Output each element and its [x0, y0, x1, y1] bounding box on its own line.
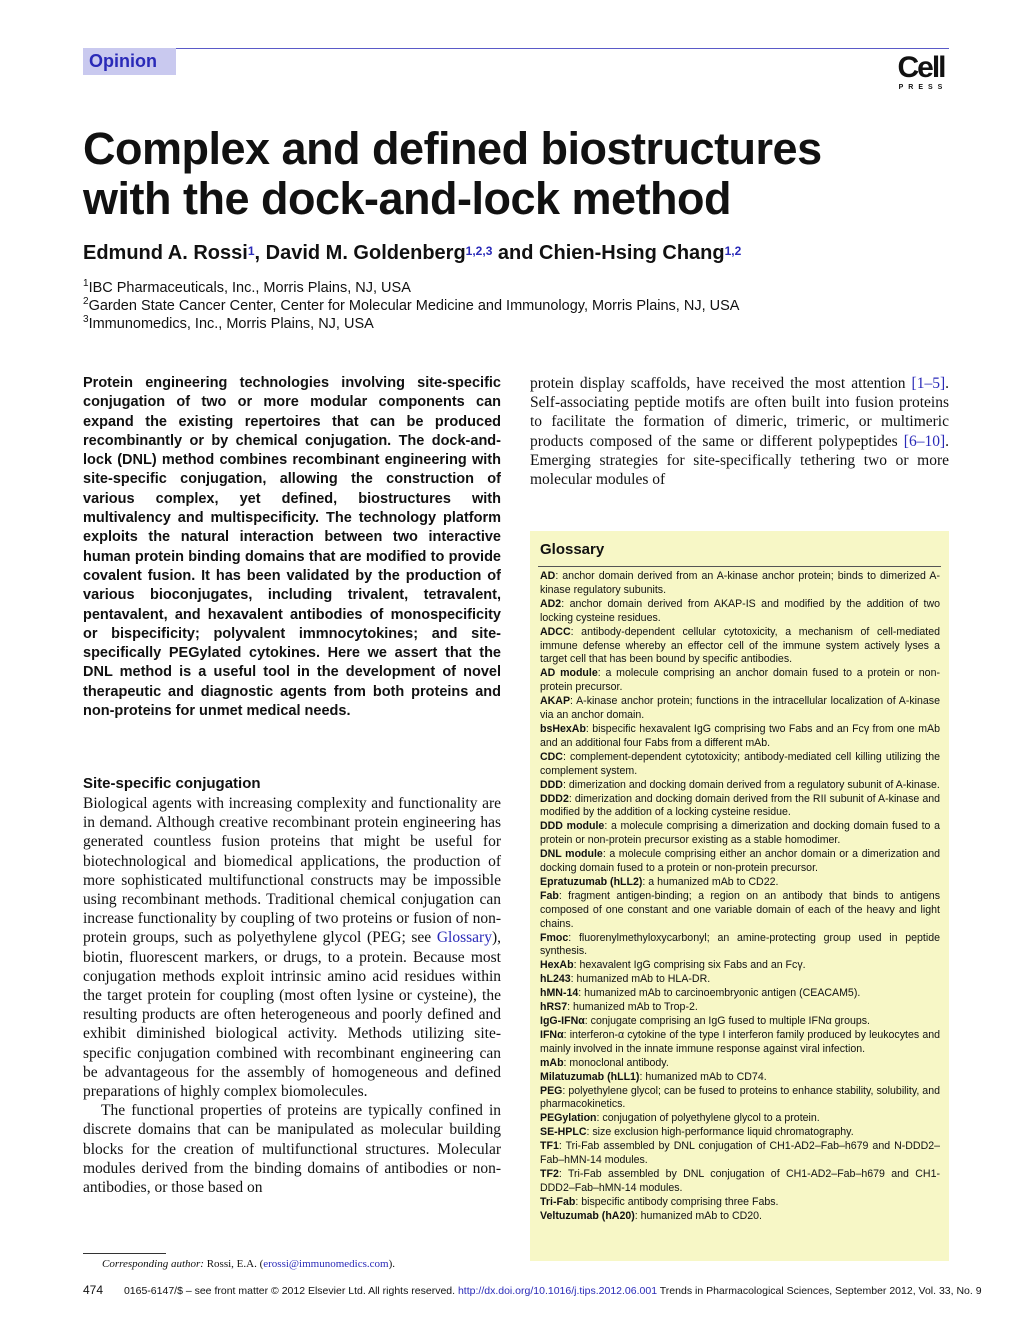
glossary-term: AD module — [540, 667, 598, 680]
glossary-definition: : conjugation of polyethylene glycol to a protein. — [596, 1112, 820, 1125]
glossary-term: IgG-IFNα — [540, 1015, 585, 1027]
glossary-entry — [540, 598, 940, 626]
header-rule — [176, 48, 949, 49]
logo-sub: PRESS — [898, 84, 948, 91]
page-footer — [83, 1283, 982, 1297]
glossary-entry — [540, 723, 940, 751]
reference-link[interactable]: [1–5] — [911, 375, 946, 392]
glossary-definition: : humanized mAb to Trop-2. — [567, 1001, 698, 1014]
glossary-term: DDD — [540, 778, 563, 791]
glossary-definition: : a molecule comprising either an anchor domain or a dimerization and docking domain fused to a protein or non-protein precursor. — [540, 848, 940, 875]
paragraph — [83, 794, 501, 1101]
glossary-entry — [540, 667, 940, 695]
glossary-term: TF1 — [540, 1140, 559, 1153]
glossary-entry — [540, 1126, 940, 1140]
author-separator: and — [492, 242, 540, 264]
affiliation — [83, 297, 739, 315]
glossary-link[interactable]: Glossary — [436, 929, 492, 947]
author-name: Chien-Hsing Chang — [539, 242, 725, 264]
title-line-2: with the dock-and-lock method — [83, 173, 732, 224]
corresponding-author: Corresponding author: Rossi, E.A. (erossi@immunomedics.com). — [102, 1258, 395, 1270]
glossary-term: mAb — [540, 1056, 564, 1069]
footnote-rule — [83, 1253, 166, 1254]
glossary-definition: : bispecific antibody comprising three Fabs. — [575, 1195, 779, 1208]
glossary-definition: : anchor domain derived from an A-kinase anchor protein; binds to dimerized A-kinase regulatory subunits. — [540, 570, 940, 596]
glossary-entry — [540, 890, 940, 932]
glossary-entry — [540, 1112, 940, 1126]
journal-citation: Trends in Pharmacological Sciences, September 2012, Vol. 33, No. 9 — [659, 1285, 982, 1297]
glossary-term: SE-HPLC — [540, 1126, 587, 1139]
text-run: Biological agents with increasing complexity and functionality are in demand. Although creative recombinant protein engineering has generated countless fusion proteins that might be useful for biotechnological and biomedical applications, the production of more sophisticated multifunctional constructs may be impossible using recombinant methods. Traditional chemical conjugation can increase functionality by coupling of two proteins or fusion of non-protein groups, such as polyethylene glycol (PEG; see — [83, 795, 501, 947]
author-affil-ref[interactable]: 1,2 — [724, 244, 742, 258]
glossary-entry — [540, 876, 940, 890]
glossary-entry — [540, 1085, 940, 1113]
glossary-term: CDC — [540, 750, 563, 763]
text-run: . Emerging strategies for site-specifically tethering two or more molecular modules of — [530, 432, 949, 489]
section-label: Opinion — [89, 51, 157, 71]
glossary-definition: : Tri-Fab assembled by DNL conjugation of CH1-AD2–Fab–h679 and N-DDD2–Fab–hMN-14 modules. — [540, 1140, 940, 1167]
glossary-definition: : Tri-Fab assembled by DNL conjugation of CH1-AD2–Fab–h679 and CH1-DDD2–Fab–hMN-14 modules. — [540, 1167, 940, 1194]
glossary-definition: : complement-dependent cytotoxicity; antibody-mediated cell killing utilizing the complement system. — [540, 750, 940, 777]
glossary-definition: : dimerization and docking domain derived from the RII subunit of A-kinase and modified by the addition of a locking cysteine residue. — [540, 792, 940, 819]
glossary-entry — [540, 973, 940, 987]
glossary-term: Tri-Fab — [540, 1195, 576, 1208]
glossary-term: ADCC — [540, 625, 571, 638]
author-list — [83, 242, 741, 265]
glossary-entry — [540, 1029, 940, 1057]
glossary-definition: : a molecule comprising a dimerization and docking domain fused to a protein or non-protein precursor existing as a stable homodimer. — [540, 820, 941, 847]
text-run: . Self-associating peptide motifs are often built into fusion proteins to facilitate the formation of dimeric, trimeric, or multimeric products composed of the same or different polypeptides — [530, 375, 949, 450]
glossary-title: Glossary — [540, 541, 605, 558]
affil-text: IBC Pharmaceuticals, Inc., Morris Plains, NJ, USA — [88, 280, 411, 296]
glossary-definition: : humanized mAb to carcinoembryonic antigen (CEACAM5). — [578, 987, 861, 1000]
glossary-entry — [540, 1057, 940, 1071]
glossary-entry — [540, 932, 940, 960]
glossary-definition: : a molecule comprising an anchor domain fused to a protein or non-protein precursor. — [540, 667, 940, 694]
glossary-definition: : anchor domain derived from AKAP-IS and modified by the addition of two locking cysteine residues. — [540, 597, 940, 624]
glossary-entry — [540, 1210, 940, 1224]
author-name: Edmund A. Rossi — [83, 242, 248, 264]
glossary-entry — [540, 820, 940, 848]
glossary-entry — [540, 626, 940, 668]
glossary-definition: : fragment antigen-binding; a region on an antibody that binds to antigens composed of one constant and one variable domain of each of the heavy and light chains. — [540, 889, 940, 930]
glossary-entry — [540, 695, 940, 723]
corresponding-name: Rossi, E.A. — [206, 1258, 257, 1270]
glossary-term: hMN-14 — [540, 987, 579, 1000]
glossary-term: PEG — [540, 1084, 563, 1097]
affil-text: Garden State Cancer Center, Center for Molecular Medicine and Immunology, Morris Plains, NJ, USA — [88, 298, 740, 314]
glossary-definition: : hexavalent IgG comprising six Fabs and an Fcγ. — [573, 959, 806, 972]
glossary-term: hRS7 — [540, 1001, 568, 1014]
abstract: Protein engineering technologies involving site-specific conjugation of two or more modular components can expand the existing repertoires that can be produced recombinantly or by chemical conjugation. The dock-and-lock (DNL) method combines recombinant engineering with site-specific conjugation, allowing the construction of various complex, yet defined, biostructures with multivalency and multispecificity. The technology platform exploits the natural interaction between two interactive human protein binding domains that are modified to provide covalent fusion. It has been validated by the production of various bioconjugates, including trivalent, tetravalent, pentavalent, and hexavalent antibodies of monospecificity or bispecificity; polyvalent immnocytokines; and site-specifically PEGylated cytokines. Here we assert that the DNL method is a useful tool in the development of novel therapeutic and diagnostic agents from both proteins and non-proteins for unmet medical needs. — [83, 375, 501, 720]
glossary-definition: : humanized mAb to CD20. — [634, 1209, 762, 1222]
glossary-definition: : polyethylene glycol; can be fused to proteins to enhance stability, solubility, and pharmacokinetics. — [540, 1084, 940, 1111]
glossary-entry — [540, 1015, 940, 1029]
glossary-entry — [540, 751, 940, 779]
glossary-entry — [540, 959, 940, 973]
glossary-entry — [540, 1168, 940, 1196]
glossary-definition: : size exclusion high-performance liquid chromatography. — [586, 1126, 854, 1139]
glossary-term: hL243 — [540, 973, 571, 986]
glossary-entry — [540, 1196, 940, 1210]
glossary-definition: : humanized mAb to HLA-DR. — [570, 973, 711, 986]
glossary-term: HexAb — [540, 959, 574, 972]
glossary-entry — [540, 570, 940, 598]
glossary-definition: : a humanized mAb to CD22. — [642, 875, 779, 888]
glossary-box — [530, 531, 949, 1261]
glossary-term: Milatuzumab (hLL1) — [540, 1070, 640, 1083]
reference-link[interactable]: [6–10] — [903, 432, 946, 450]
glossary-term: DNL module — [540, 848, 603, 861]
corresponding-email[interactable]: erossi@immunomedics.com — [263, 1258, 389, 1270]
affil-num: 1 — [83, 278, 89, 290]
glossary-term: Fab — [540, 889, 559, 902]
glossary-term: Fmoc — [540, 931, 569, 944]
author-affil-ref[interactable]: 1,2,3 — [465, 244, 493, 258]
author-name: David M. Goldenberg — [265, 242, 466, 264]
glossary-entry — [540, 848, 940, 876]
cell-press-logo — [891, 52, 951, 92]
affiliations — [83, 279, 739, 333]
paragraph: The functional properties of proteins are typically confined in discrete domains that can be manipulated as molecular building blocks for the creation of multifunctional structures. Molecular modules derived from the binding domains of antibodies or non-antibodies, or those based on — [83, 1102, 501, 1197]
glossary-entry — [540, 1001, 940, 1015]
glossary-term: IFNα — [540, 1028, 564, 1041]
affiliation — [83, 315, 739, 333]
doi-link[interactable]: http://dx.doi.org/10.1016/j.tips.2012.06.001 — [457, 1285, 658, 1297]
glossary-entry — [540, 1071, 940, 1085]
section-heading: Site-specific conjugation — [83, 775, 261, 792]
glossary-definition: : humanized mAb to CD74. — [639, 1070, 767, 1083]
issn-copyright: 0165-6147/$ – see front matter © 2012 Elsevier Ltd. All rights reserved. — [123, 1285, 456, 1297]
glossary-term: Epratuzumab (hLL2) — [540, 875, 643, 888]
affil-num: 2 — [83, 296, 89, 308]
glossary-definition: : interferon-α cytokine of the type I interferon family produced by leukocytes and mainly involved in the innate immune response against viral infection. — [540, 1028, 940, 1055]
author-affil-ref[interactable]: 1 — [247, 244, 255, 258]
glossary-term: Veltuzumab (hA20) — [540, 1209, 635, 1222]
glossary-term: PEGylation — [540, 1112, 597, 1125]
glossary-term: AKAP — [540, 695, 571, 708]
glossary-divider — [538, 566, 941, 567]
affiliation — [83, 279, 739, 297]
article-title — [83, 124, 943, 224]
glossary-entry — [540, 779, 940, 793]
affil-text: Immunomedics, Inc., Morris Plains, NJ, USA — [88, 316, 374, 332]
glossary-entry — [540, 1140, 940, 1168]
corresponding-label: Corresponding author: — [102, 1258, 204, 1270]
glossary-term: TF2 — [540, 1167, 559, 1180]
text-run: protein display scaffolds, have received the most attention — [530, 375, 912, 392]
glossary-entry — [540, 987, 940, 1001]
glossary-definition: : A-kinase anchor protein; functions in the intracellular localization of A-kinase via an anchor domain. — [540, 695, 940, 722]
glossary-term: AD — [540, 570, 556, 582]
glossary-definition: : monoclonal antibody. — [563, 1056, 669, 1069]
glossary-entry — [540, 793, 940, 821]
glossary-definition: : fluorenylmethyloxycarbonyl; an amine-protecting group used in peptide synthesis. — [540, 931, 940, 958]
text-run: ), biotin, fluorescent markers, or drugs, to a protein. Because most conjugation methods exploit intrinsic amino acid residues within the target protein for coupling (most often lysine or cysteine), the resulting products are often heterogeneous and poorly defined and exhibit diminished biological activity. Methods utilizing site-specific conjugation combined with recombinant engineering can be advantageous for the assembly of homogeneous and defined preparations of highly complex biomolecules. — [83, 929, 501, 1101]
glossary-list — [540, 570, 940, 1224]
glossary-term: DDD module — [540, 820, 605, 833]
glossary-definition: : bispecific hexavalent IgG comprising two Fabs and an Fcγ from one mAb and an additional four Fabs from a different mAb. — [540, 722, 940, 749]
glossary-term: DDD2 — [540, 792, 569, 805]
section-tag — [83, 48, 176, 75]
logo-main: Cell — [897, 51, 945, 84]
author-separator: , — [254, 242, 266, 264]
glossary-term: AD2 — [540, 597, 562, 610]
body-right-column — [530, 374, 949, 489]
glossary-definition: : conjugate comprising an IgG fused to multiple IFNα groups. — [584, 1015, 871, 1027]
affil-num: 3 — [83, 314, 89, 326]
title-line-1: Complex and defined biostructures — [83, 123, 822, 174]
glossary-definition: : dimerization and docking domain derived from a regulatory subunit of A-kinase. — [562, 778, 940, 791]
glossary-definition: : antibody-dependent cellular cytotoxicity, a mechanism of cell-mediated immune defense whereby an effector cell of the immune system actively lyses a target cell that has been bound by specific antibodies. — [540, 625, 940, 666]
body-left-column — [83, 794, 501, 1197]
page-number: 474 — [83, 1283, 104, 1297]
glossary-term: bsHexAb — [540, 722, 586, 735]
